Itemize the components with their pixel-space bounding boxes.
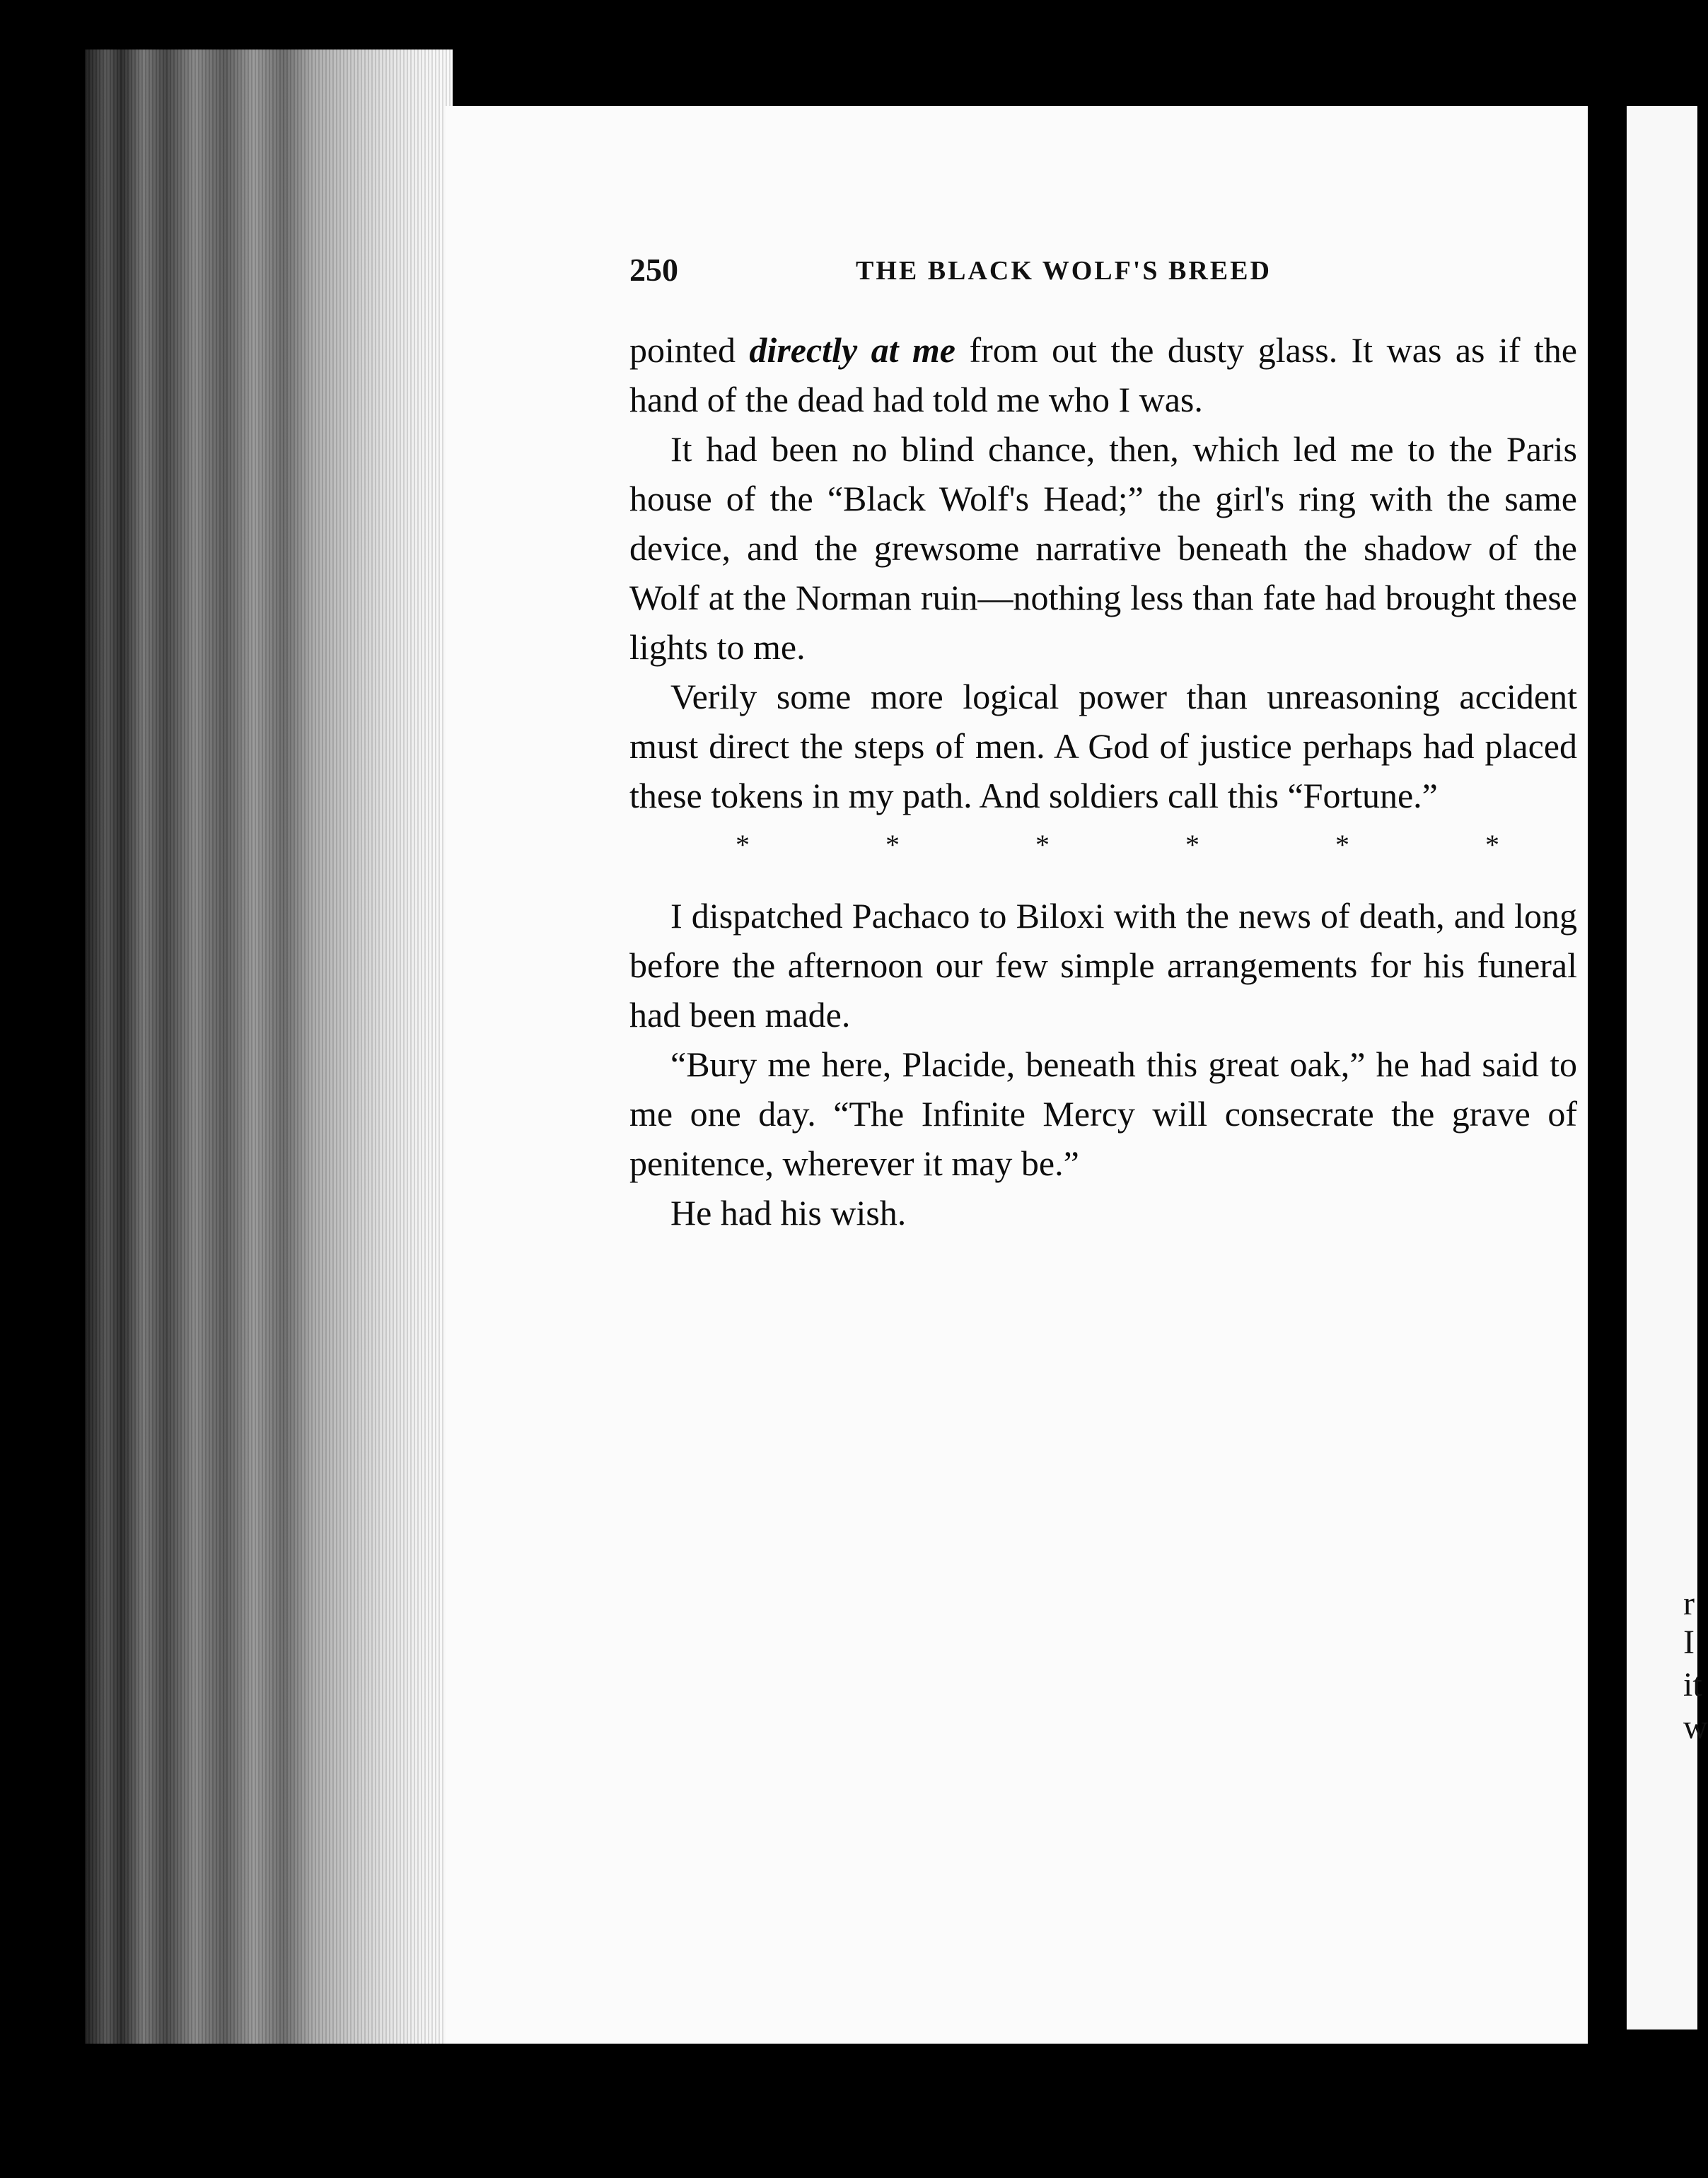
body-text xyxy=(629,325,1577,1238)
paragraph: pointed directly at me from out the dusty glass. It was as if the hand of the dead had told me who I was. xyxy=(629,330,1577,419)
asterism-star: * xyxy=(1185,829,1199,861)
adjacent-page-fragment: r xyxy=(1683,1585,1695,1622)
section-break xyxy=(629,820,1577,870)
emphasis: directly at me xyxy=(749,330,955,370)
asterism-star: * xyxy=(1035,829,1050,861)
paragraph: “Bury me here, Placide, beneath this great oak,” he had said to me one day. “The Infinite Mercy will consecrate the grave of penitence, wherever it may be.” xyxy=(629,1044,1577,1183)
adjacent-page-edge xyxy=(1627,106,1708,2030)
adjacent-page-fragment: w xyxy=(1683,1708,1708,1746)
running-head xyxy=(629,251,1344,293)
paragraph: He had his wish. xyxy=(670,1193,907,1233)
book-title-header: THE BLACK WOLF'S BREED xyxy=(856,256,1272,286)
asterism-star: * xyxy=(885,829,900,861)
asterism-star: * xyxy=(1485,829,1499,861)
paragraph: I dispatched Pachaco to Biloxi with the news of death, and long before the afternoon our few simple arrangements for his funeral had been made. xyxy=(629,896,1577,1035)
asterism-star: * xyxy=(736,829,750,861)
adjacent-page-fragment: I xyxy=(1683,1624,1695,1661)
paragraph: It had been no blind chance, then, which led me to the Paris house of the “Black Wolf's Head;” the girl's ring with the same device, and the grewsome narrative beneath the shadow of the Wolf at the Norman ruin—nothing less than fate had brought these lights to me. xyxy=(629,429,1577,667)
asterism-star: * xyxy=(1335,829,1349,861)
adjacent-page-fragment: it xyxy=(1683,1666,1702,1704)
book-fore-edge xyxy=(85,50,453,2044)
paragraph: Verily some more logical power than unreasoning accident must direct the steps of men. A God of justice perhaps had placed these tokens in my path. And soldiers call this “Fortune.” xyxy=(629,677,1577,815)
page-number: 250 xyxy=(629,252,678,288)
